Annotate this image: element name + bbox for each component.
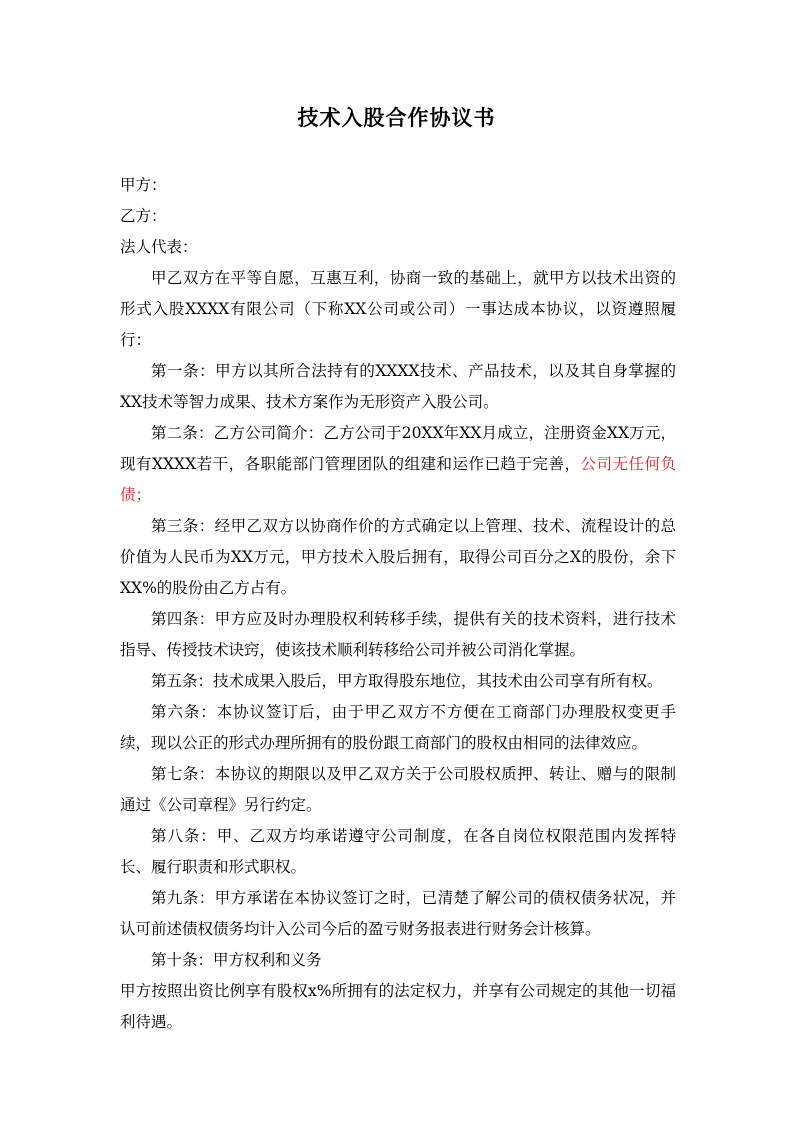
article-2-text: 第二条：乙方公司简介：乙方公司于20XX年XX月成立，注册资金XX万元，现有XXXX若干，各职能部门管理团队的组建和运作已趋于完善， <box>120 424 676 473</box>
party-a-label: 甲方： <box>120 176 167 194</box>
article-2 <box>120 418 676 511</box>
article-5: 第五条：技术成果入股后，甲方取得股东地位，其技术由公司享有所有权。 <box>151 672 663 690</box>
article-10-heading: 第十条：甲方权利和义务 <box>151 951 322 969</box>
document-title: 技术入股合作协议书 <box>297 105 496 130</box>
article-3: 第三条：经甲乙双方以协商作价的方式确定以上管理、技术、流程设计的总价值为人民币为XX万元，甲方技术入股后拥有，取得公司百分之X的股份，余下XX%的股份由乙方占有。 <box>120 517 676 597</box>
party-b-label: 乙方： <box>120 207 167 225</box>
article-1: 第一条：甲方以其所合法持有的XXXX技术、产品技术，以及其自身掌握的XX技术等智力成果、技术方案作为无形资产入股公司。 <box>120 362 676 411</box>
article-4: 第四条：甲方应及时办理股权利转移手续，提供有关的技术资料，进行技术指导、传授技术诀窍，使该技术顺利转移给公司并被公司消化掌握。 <box>120 610 676 659</box>
no-debt-highlight: 公司无任何负债； <box>120 455 676 504</box>
article-10-body: 甲方按照出资比例享有股权x%所拥有的法定权力，并享有公司规定的其他一切福利待遇。 <box>120 982 676 1031</box>
document-body <box>120 170 676 1038</box>
article-7: 第七条：本协议的期限以及甲乙双方关于公司股权质押、转让、赠与的限制通过《公司章程》另行约定。 <box>120 765 676 814</box>
article-8: 第八条：甲、乙双方均承诺遵守公司制度，在各自岗位权限范围内发挥特长、履行职责和形式职权。 <box>120 827 676 876</box>
legal-rep-label: 法人代表： <box>120 238 198 256</box>
intro-paragraph: 甲乙双方在平等自愿，互惠互利，协商一致的基础上，就甲方以技术出资的形式入股XXXX有限公司（下称XX公司或公司）一事达成本协议，以资遵照履行： <box>120 269 676 349</box>
article-6: 第六条：本协议签订后，由于甲乙双方不方便在工商部门办理股权变更手续，现以公正的形式办理所拥有的股份跟工商部门的股权由相同的法律效应。 <box>120 703 676 752</box>
article-9: 第九条：甲方承诺在本协议签订之时，已清楚了解公司的债权债务状况，并认可前述债权债务均计入公司今后的盈亏财务报表进行财务会计核算。 <box>120 889 676 938</box>
